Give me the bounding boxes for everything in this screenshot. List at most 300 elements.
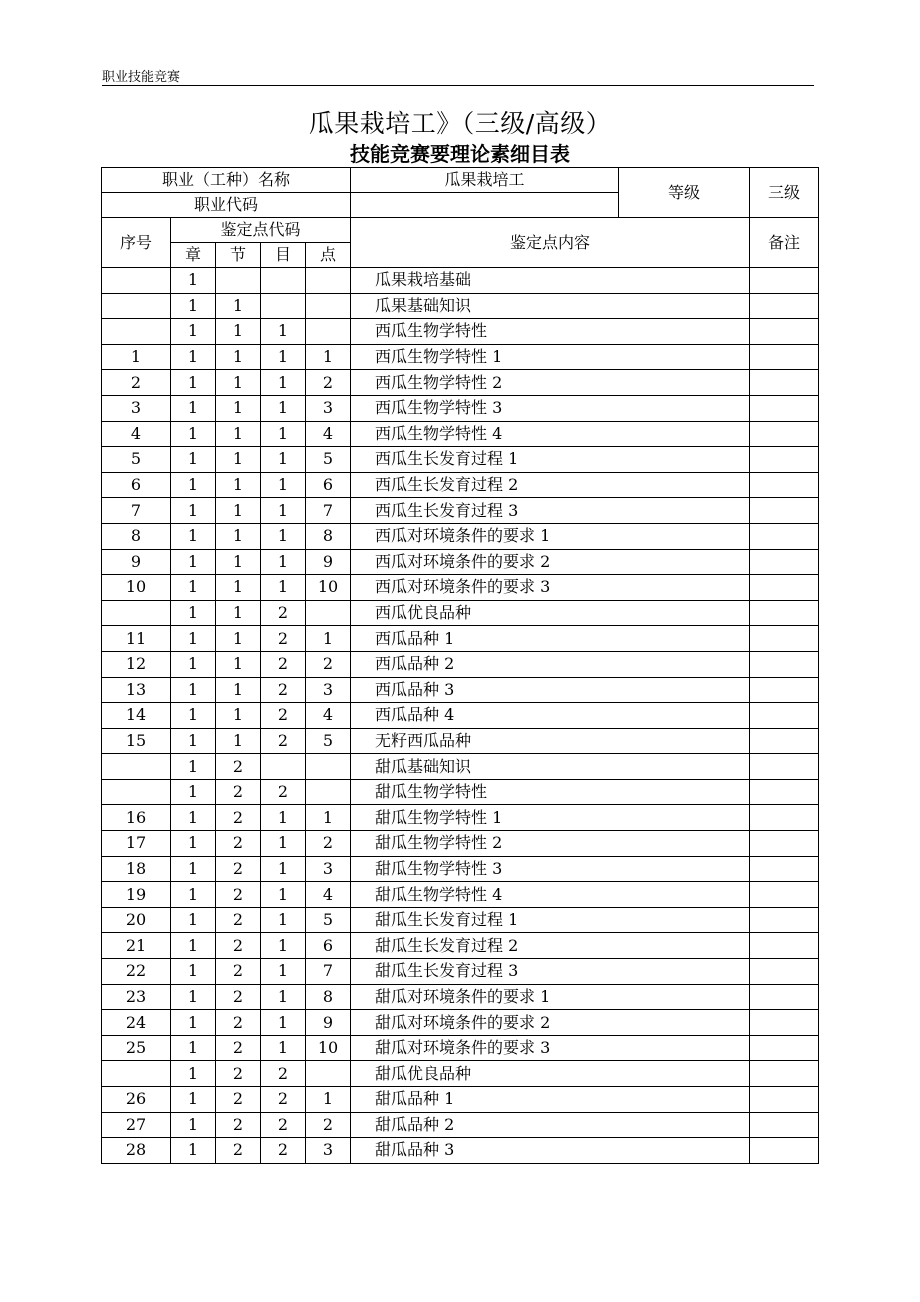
cell-section: 2 bbox=[216, 1061, 261, 1087]
cell-chapter: 1 bbox=[171, 779, 216, 805]
table-row bbox=[102, 882, 819, 908]
table-row bbox=[102, 293, 819, 319]
col-point-header: 点 bbox=[306, 243, 351, 268]
cell-chapter: 1 bbox=[171, 728, 216, 754]
table-row bbox=[102, 575, 819, 601]
cell-content: 甜瓜生长发育过程 2 bbox=[351, 933, 750, 959]
cell-item: 1 bbox=[261, 856, 306, 882]
cell-seq bbox=[102, 754, 171, 780]
cell-remark bbox=[750, 293, 819, 319]
cell-chapter: 1 bbox=[171, 677, 216, 703]
cell-content: 甜瓜生长发育过程 3 bbox=[351, 959, 750, 985]
table-row bbox=[102, 805, 819, 831]
cell-seq: 5 bbox=[102, 447, 171, 473]
cell-section: 2 bbox=[216, 959, 261, 985]
cell-section: 2 bbox=[216, 984, 261, 1010]
cell-content: 无籽西瓜品种 bbox=[351, 728, 750, 754]
cell-content: 西瓜品种 4 bbox=[351, 703, 750, 729]
cell-point: 9 bbox=[306, 1010, 351, 1036]
cell-remark bbox=[750, 395, 819, 421]
cell-content: 西瓜生物学特性 2 bbox=[351, 370, 750, 396]
cell-point: 3 bbox=[306, 1138, 351, 1164]
cell-section: 2 bbox=[216, 882, 261, 908]
cell-content: 甜瓜生物学特性 2 bbox=[351, 831, 750, 857]
cell-item: 1 bbox=[261, 344, 306, 370]
cell-point bbox=[306, 1061, 351, 1087]
cell-section bbox=[216, 268, 261, 294]
cell-content: 甜瓜生物学特性 4 bbox=[351, 882, 750, 908]
cell-seq: 1 bbox=[102, 344, 171, 370]
cell-remark bbox=[750, 626, 819, 652]
cell-section: 1 bbox=[216, 626, 261, 652]
table-row bbox=[102, 421, 819, 447]
cell-remark bbox=[750, 575, 819, 601]
cell-item: 2 bbox=[261, 626, 306, 652]
table-row bbox=[102, 959, 819, 985]
table-row bbox=[102, 1061, 819, 1087]
table-row bbox=[102, 856, 819, 882]
grade-value: 三级 bbox=[750, 168, 819, 218]
cell-remark bbox=[750, 831, 819, 857]
col-seq-header: 序号 bbox=[102, 218, 171, 268]
table-row bbox=[102, 779, 819, 805]
cell-point bbox=[306, 319, 351, 345]
cell-remark bbox=[750, 805, 819, 831]
cell-remark bbox=[750, 933, 819, 959]
cell-item: 1 bbox=[261, 549, 306, 575]
cell-content: 甜瓜生长发育过程 1 bbox=[351, 907, 750, 933]
cell-point: 5 bbox=[306, 907, 351, 933]
cell-seq: 10 bbox=[102, 575, 171, 601]
cell-chapter: 1 bbox=[171, 805, 216, 831]
cell-chapter: 1 bbox=[171, 703, 216, 729]
cell-seq: 8 bbox=[102, 523, 171, 549]
table-row bbox=[102, 728, 819, 754]
cell-section: 1 bbox=[216, 575, 261, 601]
cell-point: 6 bbox=[306, 933, 351, 959]
cell-point bbox=[306, 754, 351, 780]
cell-chapter: 1 bbox=[171, 344, 216, 370]
cell-section: 2 bbox=[216, 1010, 261, 1036]
table-row bbox=[102, 344, 819, 370]
cell-remark bbox=[750, 447, 819, 473]
header-divider bbox=[102, 85, 814, 86]
cell-seq: 26 bbox=[102, 1087, 171, 1113]
cell-content: 甜瓜生物学特性 3 bbox=[351, 856, 750, 882]
cell-seq: 13 bbox=[102, 677, 171, 703]
cell-point: 7 bbox=[306, 498, 351, 524]
col-chapter-header: 章 bbox=[171, 243, 216, 268]
cell-point: 3 bbox=[306, 677, 351, 703]
cell-content: 甜瓜基础知识 bbox=[351, 754, 750, 780]
cell-content: 西瓜对环境条件的要求 3 bbox=[351, 575, 750, 601]
table-row bbox=[102, 472, 819, 498]
cell-chapter: 1 bbox=[171, 626, 216, 652]
table-row bbox=[102, 498, 819, 524]
cell-point bbox=[306, 293, 351, 319]
cell-seq: 23 bbox=[102, 984, 171, 1010]
cell-section: 1 bbox=[216, 523, 261, 549]
cell-content: 西瓜对环境条件的要求 1 bbox=[351, 523, 750, 549]
cell-section: 2 bbox=[216, 933, 261, 959]
item-table bbox=[101, 167, 819, 1164]
table-row bbox=[102, 549, 819, 575]
cell-chapter: 1 bbox=[171, 268, 216, 294]
cell-chapter: 1 bbox=[171, 370, 216, 396]
cell-section: 1 bbox=[216, 677, 261, 703]
cell-content: 甜瓜品种 1 bbox=[351, 1087, 750, 1113]
table-row bbox=[102, 984, 819, 1010]
cell-chapter: 1 bbox=[171, 549, 216, 575]
table-row bbox=[102, 370, 819, 396]
cell-remark bbox=[750, 1138, 819, 1164]
cell-point: 10 bbox=[306, 1035, 351, 1061]
cell-chapter: 1 bbox=[171, 882, 216, 908]
cell-seq bbox=[102, 293, 171, 319]
cell-seq: 4 bbox=[102, 421, 171, 447]
cell-section: 1 bbox=[216, 472, 261, 498]
cell-point: 9 bbox=[306, 549, 351, 575]
cell-chapter: 1 bbox=[171, 959, 216, 985]
cell-item: 1 bbox=[261, 447, 306, 473]
cell-point: 2 bbox=[306, 831, 351, 857]
cell-seq: 6 bbox=[102, 472, 171, 498]
cell-item: 1 bbox=[261, 984, 306, 1010]
cell-chapter: 1 bbox=[171, 1035, 216, 1061]
cell-chapter: 1 bbox=[171, 933, 216, 959]
cell-remark bbox=[750, 882, 819, 908]
cell-remark bbox=[750, 779, 819, 805]
cell-item bbox=[261, 293, 306, 319]
cell-item bbox=[261, 268, 306, 294]
table-row bbox=[102, 447, 819, 473]
cell-content: 甜瓜对环境条件的要求 2 bbox=[351, 1010, 750, 1036]
cell-remark bbox=[750, 498, 819, 524]
cell-remark bbox=[750, 523, 819, 549]
cell-chapter: 1 bbox=[171, 600, 216, 626]
cell-chapter: 1 bbox=[171, 1061, 216, 1087]
cell-chapter: 1 bbox=[171, 319, 216, 345]
cell-point: 4 bbox=[306, 882, 351, 908]
column-header-row-1 bbox=[102, 218, 819, 243]
cell-section: 2 bbox=[216, 907, 261, 933]
cell-chapter: 1 bbox=[171, 984, 216, 1010]
occupation-code-value bbox=[351, 193, 619, 218]
col-item-header: 目 bbox=[261, 243, 306, 268]
cell-remark bbox=[750, 1061, 819, 1087]
cell-remark bbox=[750, 319, 819, 345]
cell-item: 2 bbox=[261, 1138, 306, 1164]
cell-seq: 16 bbox=[102, 805, 171, 831]
cell-point bbox=[306, 268, 351, 294]
cell-point: 10 bbox=[306, 575, 351, 601]
cell-point: 4 bbox=[306, 421, 351, 447]
cell-content: 甜瓜对环境条件的要求 3 bbox=[351, 1035, 750, 1061]
cell-section: 2 bbox=[216, 856, 261, 882]
col-section-header: 节 bbox=[216, 243, 261, 268]
cell-remark bbox=[750, 703, 819, 729]
cell-point: 2 bbox=[306, 651, 351, 677]
cell-item: 1 bbox=[261, 498, 306, 524]
cell-item: 1 bbox=[261, 805, 306, 831]
cell-item: 1 bbox=[261, 1010, 306, 1036]
cell-remark bbox=[750, 370, 819, 396]
cell-content: 西瓜生长发育过程 2 bbox=[351, 472, 750, 498]
meta-row-name bbox=[102, 168, 819, 193]
table-row bbox=[102, 395, 819, 421]
cell-point: 8 bbox=[306, 523, 351, 549]
occupation-code-label: 职业代码 bbox=[102, 193, 351, 218]
cell-remark bbox=[750, 421, 819, 447]
cell-chapter: 1 bbox=[171, 395, 216, 421]
cell-item bbox=[261, 754, 306, 780]
table-row bbox=[102, 268, 819, 294]
cell-chapter: 1 bbox=[171, 472, 216, 498]
cell-content: 瓜果栽培基础 bbox=[351, 268, 750, 294]
cell-chapter: 1 bbox=[171, 1087, 216, 1113]
cell-chapter: 1 bbox=[171, 907, 216, 933]
cell-item: 2 bbox=[261, 1112, 306, 1138]
cell-seq: 25 bbox=[102, 1035, 171, 1061]
cell-item: 2 bbox=[261, 600, 306, 626]
cell-remark bbox=[750, 549, 819, 575]
cell-section: 1 bbox=[216, 319, 261, 345]
cell-chapter: 1 bbox=[171, 1112, 216, 1138]
cell-remark bbox=[750, 472, 819, 498]
cell-content: 西瓜优良品种 bbox=[351, 600, 750, 626]
cell-content: 甜瓜生物学特性 1 bbox=[351, 805, 750, 831]
table-row bbox=[102, 1010, 819, 1036]
cell-seq: 17 bbox=[102, 831, 171, 857]
cell-chapter: 1 bbox=[171, 523, 216, 549]
cell-seq: 24 bbox=[102, 1010, 171, 1036]
table-row bbox=[102, 1087, 819, 1113]
cell-point: 3 bbox=[306, 395, 351, 421]
cell-item: 2 bbox=[261, 1061, 306, 1087]
cell-point: 1 bbox=[306, 1087, 351, 1113]
cell-point: 2 bbox=[306, 1112, 351, 1138]
cell-item: 1 bbox=[261, 319, 306, 345]
cell-seq: 11 bbox=[102, 626, 171, 652]
cell-item: 2 bbox=[261, 779, 306, 805]
table-row bbox=[102, 1112, 819, 1138]
cell-seq: 28 bbox=[102, 1138, 171, 1164]
cell-seq: 7 bbox=[102, 498, 171, 524]
cell-section: 2 bbox=[216, 831, 261, 857]
cell-section: 1 bbox=[216, 728, 261, 754]
cell-section: 1 bbox=[216, 447, 261, 473]
table-row bbox=[102, 677, 819, 703]
cell-item: 1 bbox=[261, 370, 306, 396]
cell-remark bbox=[750, 600, 819, 626]
cell-content: 西瓜生物学特性 4 bbox=[351, 421, 750, 447]
cell-content: 甜瓜对环境条件的要求 1 bbox=[351, 984, 750, 1010]
page-header: 职业技能竞赛 bbox=[102, 70, 181, 85]
cell-content: 西瓜品种 2 bbox=[351, 651, 750, 677]
table-row bbox=[102, 703, 819, 729]
cell-seq bbox=[102, 779, 171, 805]
table-row bbox=[102, 1138, 819, 1164]
cell-point bbox=[306, 779, 351, 805]
cell-seq: 2 bbox=[102, 370, 171, 396]
col-remark-header: 备注 bbox=[750, 218, 819, 268]
cell-chapter: 1 bbox=[171, 1010, 216, 1036]
cell-content: 西瓜品种 1 bbox=[351, 626, 750, 652]
cell-seq: 20 bbox=[102, 907, 171, 933]
table-row bbox=[102, 1035, 819, 1061]
cell-section: 1 bbox=[216, 421, 261, 447]
grade-label: 等级 bbox=[619, 168, 750, 218]
cell-remark bbox=[750, 677, 819, 703]
cell-item: 1 bbox=[261, 472, 306, 498]
cell-item: 1 bbox=[261, 1035, 306, 1061]
cell-section: 2 bbox=[216, 1035, 261, 1061]
cell-seq: 12 bbox=[102, 651, 171, 677]
cell-section: 1 bbox=[216, 395, 261, 421]
cell-content: 西瓜生长发育过程 3 bbox=[351, 498, 750, 524]
cell-chapter: 1 bbox=[171, 575, 216, 601]
document-subtitle: 技能竞赛要理论素细目表 bbox=[350, 142, 570, 166]
cell-item: 2 bbox=[261, 677, 306, 703]
cell-remark bbox=[750, 754, 819, 780]
document-title: 瓜果栽培工》（三级/高级） bbox=[308, 109, 612, 138]
cell-section: 1 bbox=[216, 651, 261, 677]
cell-chapter: 1 bbox=[171, 754, 216, 780]
cell-section: 2 bbox=[216, 805, 261, 831]
cell-item: 2 bbox=[261, 651, 306, 677]
cell-item: 2 bbox=[261, 728, 306, 754]
table-row bbox=[102, 600, 819, 626]
col-code-group-header: 鉴定点代码 bbox=[171, 218, 351, 243]
cell-section: 2 bbox=[216, 754, 261, 780]
cell-section: 1 bbox=[216, 370, 261, 396]
cell-content: 瓜果基础知识 bbox=[351, 293, 750, 319]
cell-content: 西瓜品种 3 bbox=[351, 677, 750, 703]
cell-item: 1 bbox=[261, 523, 306, 549]
cell-chapter: 1 bbox=[171, 856, 216, 882]
cell-section: 2 bbox=[216, 1138, 261, 1164]
cell-point: 7 bbox=[306, 959, 351, 985]
cell-chapter: 1 bbox=[171, 421, 216, 447]
cell-content: 西瓜生长发育过程 1 bbox=[351, 447, 750, 473]
cell-item: 1 bbox=[261, 907, 306, 933]
cell-section: 1 bbox=[216, 344, 261, 370]
cell-seq bbox=[102, 319, 171, 345]
table-row bbox=[102, 626, 819, 652]
cell-seq: 27 bbox=[102, 1112, 171, 1138]
cell-item: 1 bbox=[261, 882, 306, 908]
cell-section: 2 bbox=[216, 1112, 261, 1138]
cell-item: 1 bbox=[261, 959, 306, 985]
cell-seq: 14 bbox=[102, 703, 171, 729]
occupation-name-label: 职业（工种）名称 bbox=[102, 168, 351, 193]
cell-content: 西瓜生物学特性 3 bbox=[351, 395, 750, 421]
cell-chapter: 1 bbox=[171, 293, 216, 319]
cell-item: 1 bbox=[261, 831, 306, 857]
cell-point: 4 bbox=[306, 703, 351, 729]
cell-content: 甜瓜品种 2 bbox=[351, 1112, 750, 1138]
cell-remark bbox=[750, 984, 819, 1010]
occupation-name-value: 瓜果栽培工 bbox=[351, 168, 619, 193]
cell-remark bbox=[750, 344, 819, 370]
cell-remark bbox=[750, 907, 819, 933]
cell-chapter: 1 bbox=[171, 831, 216, 857]
cell-chapter: 1 bbox=[171, 1138, 216, 1164]
cell-seq: 19 bbox=[102, 882, 171, 908]
table-row bbox=[102, 754, 819, 780]
cell-content: 甜瓜优良品种 bbox=[351, 1061, 750, 1087]
cell-content: 西瓜生物学特性 1 bbox=[351, 344, 750, 370]
table-row bbox=[102, 933, 819, 959]
cell-item: 1 bbox=[261, 575, 306, 601]
cell-seq: 21 bbox=[102, 933, 171, 959]
table-row bbox=[102, 651, 819, 677]
table-row bbox=[102, 831, 819, 857]
table-row bbox=[102, 907, 819, 933]
table-row bbox=[102, 523, 819, 549]
cell-section: 1 bbox=[216, 549, 261, 575]
cell-item: 1 bbox=[261, 395, 306, 421]
cell-remark bbox=[750, 959, 819, 985]
cell-point: 3 bbox=[306, 856, 351, 882]
cell-seq: 3 bbox=[102, 395, 171, 421]
cell-seq bbox=[102, 600, 171, 626]
cell-point: 6 bbox=[306, 472, 351, 498]
cell-item: 2 bbox=[261, 1087, 306, 1113]
cell-content: 甜瓜品种 3 bbox=[351, 1138, 750, 1164]
cell-remark bbox=[750, 268, 819, 294]
cell-seq bbox=[102, 1061, 171, 1087]
cell-remark bbox=[750, 651, 819, 677]
cell-point: 2 bbox=[306, 370, 351, 396]
cell-remark bbox=[750, 856, 819, 882]
cell-seq: 15 bbox=[102, 728, 171, 754]
cell-section: 1 bbox=[216, 703, 261, 729]
cell-content: 西瓜生物学特性 bbox=[351, 319, 750, 345]
cell-item: 1 bbox=[261, 421, 306, 447]
cell-chapter: 1 bbox=[171, 651, 216, 677]
cell-point: 1 bbox=[306, 344, 351, 370]
cell-section: 1 bbox=[216, 600, 261, 626]
cell-chapter: 1 bbox=[171, 498, 216, 524]
cell-remark bbox=[750, 1035, 819, 1061]
cell-point: 1 bbox=[306, 626, 351, 652]
cell-section: 1 bbox=[216, 293, 261, 319]
cell-content: 甜瓜生物学特性 bbox=[351, 779, 750, 805]
cell-section: 1 bbox=[216, 498, 261, 524]
cell-remark bbox=[750, 728, 819, 754]
cell-remark bbox=[750, 1010, 819, 1036]
cell-section: 2 bbox=[216, 779, 261, 805]
col-content-header: 鉴定点内容 bbox=[351, 218, 750, 268]
cell-item: 2 bbox=[261, 703, 306, 729]
cell-point: 8 bbox=[306, 984, 351, 1010]
cell-remark bbox=[750, 1087, 819, 1113]
cell-item: 1 bbox=[261, 933, 306, 959]
cell-section: 2 bbox=[216, 1087, 261, 1113]
cell-content: 西瓜对环境条件的要求 2 bbox=[351, 549, 750, 575]
cell-remark bbox=[750, 1112, 819, 1138]
cell-point: 1 bbox=[306, 805, 351, 831]
table-row bbox=[102, 319, 819, 345]
cell-point: 5 bbox=[306, 447, 351, 473]
cell-seq: 18 bbox=[102, 856, 171, 882]
cell-seq: 9 bbox=[102, 549, 171, 575]
cell-point: 5 bbox=[306, 728, 351, 754]
cell-point bbox=[306, 600, 351, 626]
cell-chapter: 1 bbox=[171, 447, 216, 473]
cell-seq bbox=[102, 268, 171, 294]
